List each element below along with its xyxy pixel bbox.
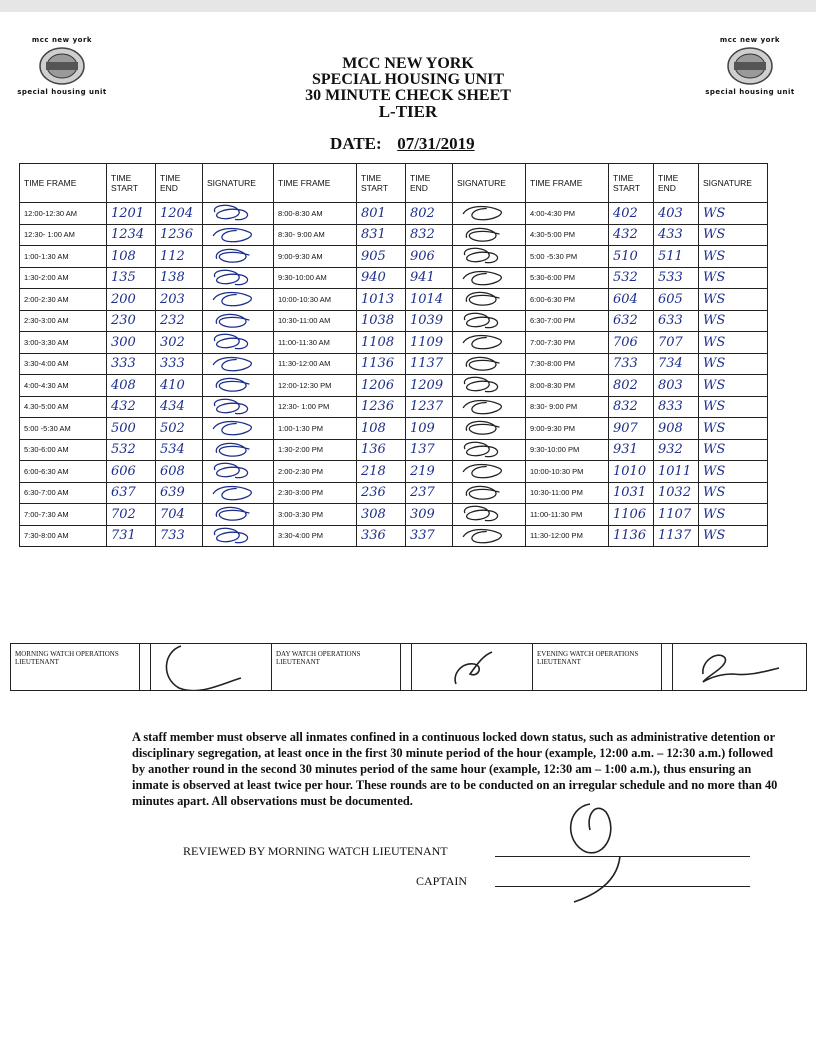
signature-cell — [453, 289, 526, 311]
time-frame-cell: 11:30-12:00 PM — [526, 525, 609, 547]
time-start-cell: 1206 — [357, 375, 406, 397]
initials-scribble-icon — [457, 483, 511, 503]
time-start-cell: 1234 — [107, 224, 156, 246]
time-frame-cell: 10:00-10:30 PM — [526, 461, 609, 483]
time-frame-cell: 7:00-7:30 PM — [526, 332, 609, 354]
time-frame-cell: 7:00-7:30 AM — [20, 504, 107, 526]
table-row — [20, 396, 768, 418]
time-start-cell: 731 — [107, 525, 156, 547]
time-frame-cell: 6:00-6:30 PM — [526, 289, 609, 311]
initials-scribble-icon — [207, 289, 261, 309]
captain-label: CAPTAIN — [416, 874, 468, 888]
signature-cell — [203, 525, 274, 547]
time-start-cell: 905 — [357, 246, 406, 268]
table-row — [20, 482, 768, 504]
time-frame-cell: 3:00-3:30 AM — [20, 332, 107, 354]
time-end-cell: 112 — [156, 246, 203, 268]
time-end-cell: 534 — [156, 439, 203, 461]
time-end-cell: 232 — [156, 310, 203, 332]
time-frame-cell: 8:30- 9:00 PM — [526, 396, 609, 418]
time-start-cell: 1038 — [357, 310, 406, 332]
time-end-cell: 1204 — [156, 203, 203, 225]
time-end-cell: 511 — [654, 246, 699, 268]
document-header — [180, 56, 636, 120]
shu-badge-icon — [38, 46, 86, 86]
handwritten-signature-icon — [151, 644, 271, 690]
initials-scribble-icon — [457, 397, 511, 417]
captain-signature-icon — [540, 800, 650, 910]
time-start-cell: 1136 — [609, 525, 654, 547]
time-start-cell: 802 — [609, 375, 654, 397]
time-start-cell: 200 — [107, 289, 156, 311]
header-tier: L-TIER — [378, 102, 438, 121]
time-end-cell: 533 — [654, 267, 699, 289]
captain-line — [416, 874, 467, 889]
signature-cell — [203, 461, 274, 483]
time-end-cell: 337 — [406, 525, 453, 547]
time-end-cell: 219 — [406, 461, 453, 483]
col-time-frame: TIME FRAME — [274, 164, 357, 203]
time-frame-cell: 9:30-10:00 AM — [274, 267, 357, 289]
header-institution: MCC NEW YORK — [342, 55, 474, 72]
scan-top-edge — [0, 0, 816, 12]
initials-scribble-icon — [207, 225, 261, 245]
evening-watch-signature — [673, 644, 793, 690]
time-frame-cell: 12:00-12:30 AM — [20, 203, 107, 225]
time-start-cell: 1136 — [357, 353, 406, 375]
initials-scribble-icon — [207, 268, 261, 288]
reviewed-by-label: REVIEWED BY MORNING WATCH LIEUTENANT — [183, 844, 448, 858]
time-start-cell: 300 — [107, 332, 156, 354]
time-end-cell: 734 — [654, 353, 699, 375]
time-frame-cell: 12:30- 1:00 PM — [274, 396, 357, 418]
initials-scribble-icon — [207, 483, 261, 503]
header-title: 30 MINUTE CHECK SHEET — [305, 87, 511, 104]
signature-cell: WS — [699, 525, 768, 547]
time-frame-cell: 5:30-6:00 PM — [526, 267, 609, 289]
initials-scribble-icon — [457, 418, 511, 438]
time-start-cell: 510 — [609, 246, 654, 268]
time-start-cell: 907 — [609, 418, 654, 440]
time-start-cell: 1236 — [357, 396, 406, 418]
col-time-frame: TIME FRAME — [20, 164, 107, 203]
time-frame-cell: 8:00-8:30 AM — [274, 203, 357, 225]
signature-cell: WS — [699, 461, 768, 483]
time-frame-cell: 4:00-4:30 AM — [20, 375, 107, 397]
time-end-cell: 1236 — [156, 224, 203, 246]
morning-watch-label: MORNING WATCH OPERATIONS LIEUTENANT — [11, 644, 140, 690]
time-frame-cell: 2:30-3:00 AM — [20, 310, 107, 332]
col-time-start: TIME START — [107, 164, 156, 203]
time-end-cell: 1137 — [654, 525, 699, 547]
time-end-cell: 707 — [654, 332, 699, 354]
time-end-cell: 109 — [406, 418, 453, 440]
signature-cell — [453, 353, 526, 375]
time-frame-cell: 10:00-10:30 AM — [274, 289, 357, 311]
table-row — [20, 203, 768, 225]
initials-scribble-icon — [207, 440, 261, 460]
table-row — [20, 332, 768, 354]
initials-scribble-icon — [457, 504, 511, 524]
time-frame-cell: 3:30-4:00 AM — [20, 353, 107, 375]
col-time-frame: TIME FRAME — [526, 164, 609, 203]
time-start-cell: 336 — [357, 525, 406, 547]
time-start-cell: 108 — [357, 418, 406, 440]
time-start-cell: 733 — [609, 353, 654, 375]
time-end-cell: 1039 — [406, 310, 453, 332]
time-start-cell: 706 — [609, 332, 654, 354]
time-end-cell: 403 — [654, 203, 699, 225]
reviewed-by-line — [183, 844, 448, 859]
time-end-cell: 410 — [156, 375, 203, 397]
morning-watch-signature — [151, 644, 272, 690]
time-frame-cell: 3:00-3:30 PM — [274, 504, 357, 526]
time-frame-cell: 5:00 -5:30 PM — [526, 246, 609, 268]
signature-cell — [453, 375, 526, 397]
header-unit: SPECIAL HOUSING UNIT — [311, 71, 505, 88]
day-watch-signature — [412, 644, 533, 690]
time-frame-cell: 9:00-9:30 PM — [526, 418, 609, 440]
initials-scribble-icon — [457, 203, 511, 223]
time-start-cell: 931 — [609, 439, 654, 461]
time-start-cell: 1108 — [357, 332, 406, 354]
time-frame-cell: 4:00-4:30 PM — [526, 203, 609, 225]
time-frame-cell: 4.30-5:00 AM — [20, 396, 107, 418]
time-end-cell: 1011 — [654, 461, 699, 483]
initials-scribble-icon — [457, 311, 511, 331]
time-end-cell: 633 — [654, 310, 699, 332]
time-end-cell: 309 — [406, 504, 453, 526]
shu-logo-left — [12, 36, 112, 96]
time-start-cell: 1013 — [357, 289, 406, 311]
col-signature: SIGNATURE — [203, 164, 274, 203]
time-frame-cell: 1:30-2:00 PM — [274, 439, 357, 461]
initials-scribble-icon — [207, 418, 261, 438]
signature-cell — [203, 224, 274, 246]
time-frame-cell: 9:00-9:30 AM — [274, 246, 357, 268]
initials-scribble-icon — [207, 246, 261, 266]
time-frame-cell: 11:00-11:30 AM — [274, 332, 357, 354]
logo-bottom-text: special housing unit — [17, 88, 107, 96]
col-time-end: TIME END — [156, 164, 203, 203]
col-time-start: TIME START — [357, 164, 406, 203]
initials-scribble-icon — [457, 246, 511, 266]
time-frame-cell: 2:00-2:30 PM — [274, 461, 357, 483]
table-row — [20, 224, 768, 246]
time-frame-cell: 8:00-8:30 PM — [526, 375, 609, 397]
time-end-cell: 1137 — [406, 353, 453, 375]
initials-scribble-icon — [457, 375, 511, 395]
signature-cell — [203, 353, 274, 375]
initials-scribble-icon — [207, 203, 261, 223]
time-frame-cell: 2:00-2:30 AM — [20, 289, 107, 311]
watch-lieutenant-box — [10, 643, 807, 691]
table-row — [20, 439, 768, 461]
initials-scribble-icon — [207, 354, 261, 374]
table-header-row — [20, 164, 768, 203]
logo-top-text: mcc new york — [719, 36, 781, 44]
time-frame-cell: 1:00-1:30 AM — [20, 246, 107, 268]
signature-cell — [453, 439, 526, 461]
signature-cell — [203, 375, 274, 397]
time-end-cell: 302 — [156, 332, 203, 354]
initials-scribble-icon — [207, 526, 261, 546]
col-signature: SIGNATURE — [699, 164, 768, 203]
initials-scribble-icon — [207, 311, 261, 331]
table-row — [20, 289, 768, 311]
signature-cell — [453, 482, 526, 504]
signature-cell: WS — [699, 310, 768, 332]
time-end-cell: 1032 — [654, 482, 699, 504]
time-start-cell: 236 — [357, 482, 406, 504]
initials-scribble-icon — [207, 397, 261, 417]
time-frame-cell: 1:30-2:00 AM — [20, 267, 107, 289]
signature-cell: WS — [699, 289, 768, 311]
time-start-cell: 702 — [107, 504, 156, 526]
signature-cell — [453, 396, 526, 418]
time-start-cell: 637 — [107, 482, 156, 504]
time-end-cell: 1107 — [654, 504, 699, 526]
signature-cell — [453, 267, 526, 289]
col-signature: SIGNATURE — [453, 164, 526, 203]
signature-cell: WS — [699, 375, 768, 397]
time-start-cell: 135 — [107, 267, 156, 289]
time-end-cell: 733 — [156, 525, 203, 547]
signature-cell — [203, 418, 274, 440]
time-start-cell: 632 — [609, 310, 654, 332]
time-end-cell: 434 — [156, 396, 203, 418]
logo-bottom-text: special housing unit — [705, 88, 795, 96]
signature-cell — [453, 332, 526, 354]
date-row — [0, 134, 816, 154]
signature-cell: WS — [699, 246, 768, 268]
time-end-cell: 639 — [156, 482, 203, 504]
table-row — [20, 353, 768, 375]
time-frame-cell: 11:30-12:00 AM — [274, 353, 357, 375]
signature-cell — [453, 224, 526, 246]
time-start-cell: 432 — [609, 224, 654, 246]
time-frame-cell: 3:30-4:00 PM — [274, 525, 357, 547]
signature-cell — [203, 439, 274, 461]
signature-cell — [453, 203, 526, 225]
time-end-cell: 1109 — [406, 332, 453, 354]
shu-logo-right — [700, 36, 800, 96]
initials-scribble-icon — [207, 375, 261, 395]
time-start-cell: 532 — [107, 439, 156, 461]
time-start-cell: 801 — [357, 203, 406, 225]
time-end-cell: 433 — [654, 224, 699, 246]
signature-cell — [203, 332, 274, 354]
time-frame-cell: 5:00 -5:30 AM — [20, 418, 107, 440]
time-frame-cell: 7:30-8:00 PM — [526, 353, 609, 375]
initials-scribble-icon — [457, 332, 511, 352]
day-watch-label: DAY WATCH OPERATIONS LIEUTENANT — [272, 644, 401, 690]
check-sheet-table — [19, 163, 768, 547]
time-end-cell: 608 — [156, 461, 203, 483]
time-frame-cell: 10:30-11:00 PM — [526, 482, 609, 504]
time-start-cell: 604 — [609, 289, 654, 311]
time-frame-cell: 6:00-6:30 AM — [20, 461, 107, 483]
table-row — [20, 375, 768, 397]
initials-scribble-icon — [457, 354, 511, 374]
time-start-cell: 532 — [609, 267, 654, 289]
initials-scribble-icon — [457, 268, 511, 288]
time-start-cell: 940 — [357, 267, 406, 289]
time-start-cell: 308 — [357, 504, 406, 526]
signature-cell — [453, 461, 526, 483]
time-end-cell: 237 — [406, 482, 453, 504]
col-time-end: TIME END — [406, 164, 453, 203]
time-start-cell: 1106 — [609, 504, 654, 526]
time-frame-cell: 5:30-6:00 AM — [20, 439, 107, 461]
signature-cell — [203, 289, 274, 311]
time-frame-cell: 6:30-7:00 PM — [526, 310, 609, 332]
divider — [140, 644, 151, 690]
time-start-cell: 1201 — [107, 203, 156, 225]
evening-watch-label: EVENING WATCH OPERATIONS LIEUTENANT — [533, 644, 662, 690]
table-row — [20, 461, 768, 483]
time-end-cell: 833 — [654, 396, 699, 418]
time-start-cell: 1010 — [609, 461, 654, 483]
time-frame-cell: 11:00-11:30 PM — [526, 504, 609, 526]
time-start-cell: 831 — [357, 224, 406, 246]
time-start-cell: 402 — [609, 203, 654, 225]
signature-cell: WS — [699, 267, 768, 289]
time-frame-cell: 2:30-3:00 PM — [274, 482, 357, 504]
initials-scribble-icon — [457, 461, 511, 481]
signature-cell — [203, 203, 274, 225]
time-frame-cell: 8:30- 9:00 AM — [274, 224, 357, 246]
signature-cell — [203, 396, 274, 418]
initials-scribble-icon — [207, 461, 261, 481]
time-end-cell: 138 — [156, 267, 203, 289]
handwritten-signature-icon — [412, 644, 532, 690]
time-end-cell: 941 — [406, 267, 453, 289]
time-start-cell: 136 — [357, 439, 406, 461]
time-frame-cell: 7:30-8:00 AM — [20, 525, 107, 547]
time-start-cell: 500 — [107, 418, 156, 440]
time-start-cell: 333 — [107, 353, 156, 375]
time-end-cell: 803 — [654, 375, 699, 397]
signature-cell: WS — [699, 353, 768, 375]
signature-cell — [453, 418, 526, 440]
table-row — [20, 418, 768, 440]
time-frame-cell: 1:00-1:30 PM — [274, 418, 357, 440]
time-end-cell: 908 — [654, 418, 699, 440]
policy-paragraph: A staff member must observe all inmates confined in a continuous locked down status, such as administrative detention or disciplinary segregation, at least once in the first 30 minute period of the hour (example, 12:00 a.m. – 12:30 a.m.) followed by another round in the second 30 minutes period of the same hour (example, 12:30 am – 1:00 a.m.), thus ensuring an inmate is observed at least twice per hour. These rounds are to be conducted on an irregular schedule and no more than 40 minutes apart. All observations must be documented. — [132, 730, 778, 808]
signature-cell — [453, 246, 526, 268]
signature-cell — [453, 525, 526, 547]
time-end-cell: 802 — [406, 203, 453, 225]
time-start-cell: 832 — [609, 396, 654, 418]
divider — [401, 644, 412, 690]
initials-scribble-icon — [457, 289, 511, 309]
time-frame-cell: 9:30-10:00 PM — [526, 439, 609, 461]
date-label: DATE: — [330, 134, 382, 153]
time-start-cell: 1031 — [609, 482, 654, 504]
date-value: 07/31/2019 — [397, 134, 475, 153]
time-end-cell: 704 — [156, 504, 203, 526]
time-start-cell: 230 — [107, 310, 156, 332]
signature-cell: WS — [699, 482, 768, 504]
signature-cell: WS — [699, 224, 768, 246]
time-frame-cell: 6:30-7:00 AM — [20, 482, 107, 504]
col-time-end: TIME END — [654, 164, 699, 203]
shu-badge-icon — [726, 46, 774, 86]
signature-cell — [203, 504, 274, 526]
signature-cell — [453, 504, 526, 526]
signature-cell — [203, 267, 274, 289]
table-row — [20, 310, 768, 332]
initials-scribble-icon — [457, 440, 511, 460]
time-end-cell: 932 — [654, 439, 699, 461]
signature-cell — [203, 482, 274, 504]
handwritten-signature-icon — [673, 644, 793, 690]
time-end-cell: 605 — [654, 289, 699, 311]
time-start-cell: 408 — [107, 375, 156, 397]
signature-cell — [203, 246, 274, 268]
time-end-cell: 333 — [156, 353, 203, 375]
time-start-cell: 606 — [107, 461, 156, 483]
logo-top-text: mcc new york — [31, 36, 93, 44]
col-time-start: TIME START — [609, 164, 654, 203]
time-frame-cell: 10:30-11:00 AM — [274, 310, 357, 332]
time-end-cell: 1014 — [406, 289, 453, 311]
signature-cell: WS — [699, 396, 768, 418]
table-row — [20, 267, 768, 289]
initials-scribble-icon — [207, 332, 261, 352]
time-end-cell: 502 — [156, 418, 203, 440]
table-row — [20, 525, 768, 547]
time-frame-cell: 12:00-12:30 PM — [274, 375, 357, 397]
signature-cell: WS — [699, 504, 768, 526]
signature-cell: WS — [699, 332, 768, 354]
time-end-cell: 137 — [406, 439, 453, 461]
time-end-cell: 832 — [406, 224, 453, 246]
signature-cell: WS — [699, 203, 768, 225]
initials-scribble-icon — [457, 225, 511, 245]
time-start-cell: 108 — [107, 246, 156, 268]
table-row — [20, 246, 768, 268]
initials-scribble-icon — [207, 504, 261, 524]
time-end-cell: 1209 — [406, 375, 453, 397]
signature-cell — [453, 310, 526, 332]
initials-scribble-icon — [457, 526, 511, 546]
time-end-cell: 1237 — [406, 396, 453, 418]
signature-cell: WS — [699, 439, 768, 461]
time-end-cell: 203 — [156, 289, 203, 311]
time-frame-cell: 12:30- 1:00 AM — [20, 224, 107, 246]
time-end-cell: 906 — [406, 246, 453, 268]
table-row — [20, 504, 768, 526]
divider — [662, 644, 673, 690]
signature-cell — [203, 310, 274, 332]
signature-cell: WS — [699, 418, 768, 440]
time-frame-cell: 4:30-5:00 PM — [526, 224, 609, 246]
time-start-cell: 432 — [107, 396, 156, 418]
time-start-cell: 218 — [357, 461, 406, 483]
